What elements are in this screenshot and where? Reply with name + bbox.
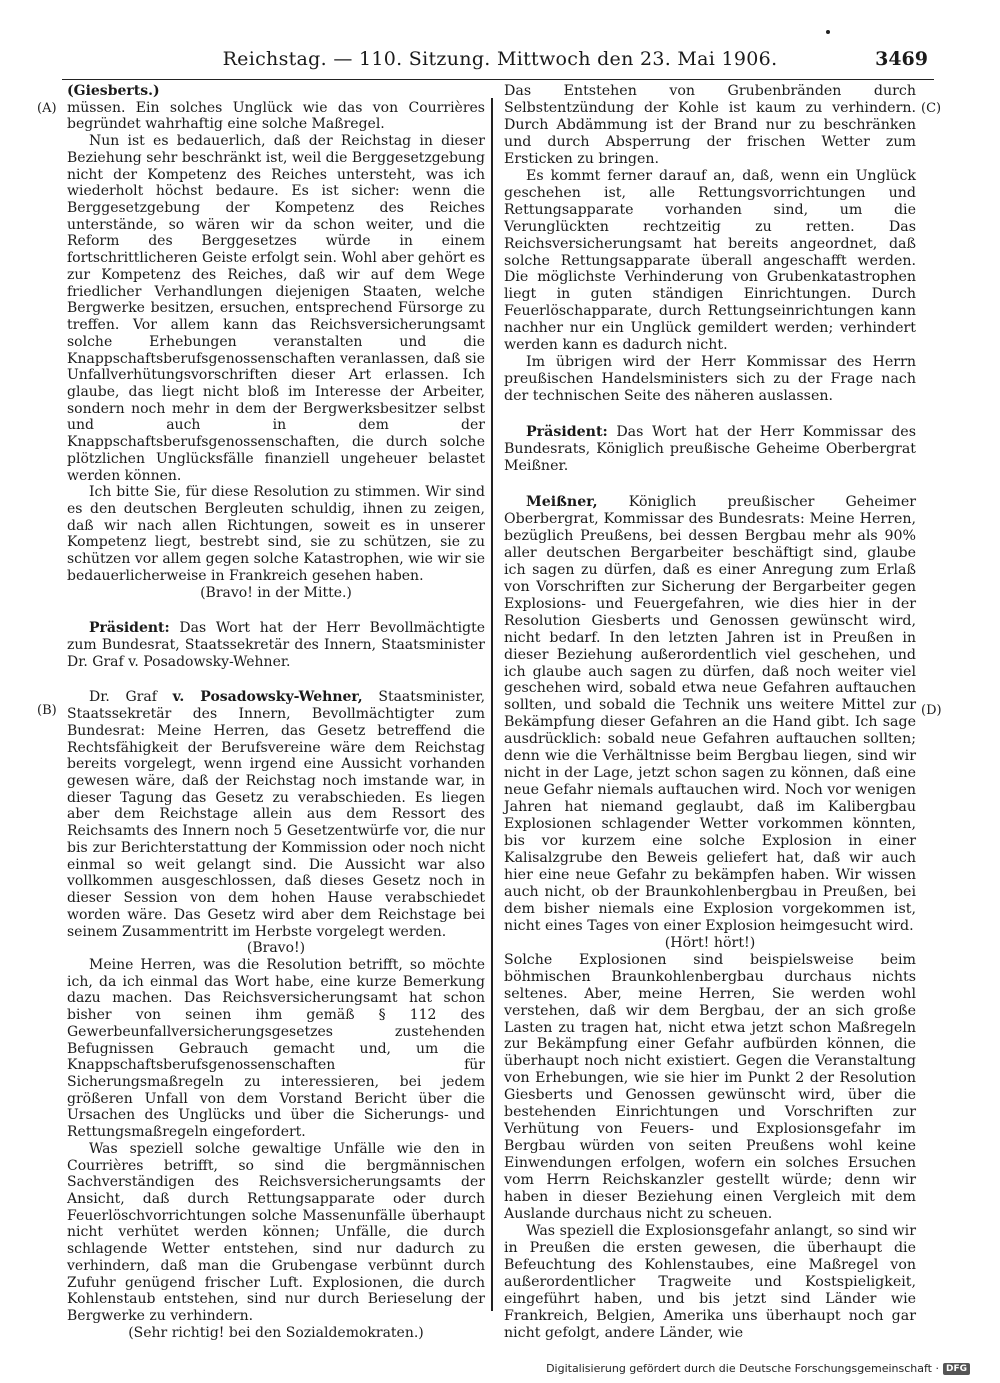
speaker-text: Staatsminister, Staatssekretär des Innern, Bevollmächtigter zum Bundesrat: Meine Herren, das Gesetz betreffend die Rechtsfähigkeit der Berufsvereine wäre dem Reichstag bereits vorgelegt, wenn irgend eine Aussicht vorhanden gewesen wäre, daß der Reichstag noch imstande war, in dieser Tagung das Gesetz zu verabschieden. Es liegen aber dem Reichstage allein aus dem Ressort des Reichsamts des Innern noch 5 Gesetzentwürfe vor, die nur bis zur Berichterstattung der Kommission oder noch nicht einmal so weit gelangt sind. Die Aussicht war also vollkommen ausgeschlossen, daß dieses Gesetz noch in dieser Session von dem hohen Hause verabschiedet worden wäre. Das Gesetz wird aber dem Reichstage bei seinem Zusammentritt im Herbste vorgelegt werden. xyxy=(67,689,486,940)
margin-marker-c: (C) xyxy=(921,101,942,116)
left-column xyxy=(67,83,485,1341)
column-divider xyxy=(491,98,493,1311)
speaker-paragraph xyxy=(504,424,916,475)
footer xyxy=(546,1362,970,1375)
margin-marker-b: (B) xyxy=(37,703,57,718)
paragraph: Im übrigen wird der Herr Kommissar des Herrn preußischen Handelsministers sich zu der Frage nach der technischen Seite des näheren auslassen. xyxy=(504,354,916,405)
header-rule xyxy=(62,79,934,80)
paragraph: Nun ist es bedauerlich, daß der Reichstag in dieser Beziehung sehr beschränkt ist, weil die Berggesetzgebung nicht der Kompetenz des Reiches untersteht, was ich wiederholt höchst bedaure. Es ist sicher: wenn die Berggesetzgebung der Kompetenz des Reiches unterstände, so wären wir da schon weiter, und die Reform des Berggesetzes würde in einem fortschrittlicheren Geiste erfolgt sein. Wohl aber gehört es zur Kompetenz des Reiches, daß wir auf dem Wege friedlicher Verhandlungen diejenigen Staaten, welche Bergwerke besitzen, ersuchen, entsprechend Fürsorge zu treffen. Vor allem kann das Reichsversicherungsamt solche Erhebungen veranstalten und die Knappschaftsberufsgenossenschaften veranlassen, daß sie Unfallverhütungsvorschriften dieser Art erlassen. Ich glaube, das liegt nicht bloß im Interesse der Arbeiter, sondern noch mehr in dem der Bergwerksbesitzer selbst und auch in dem der Knappschaftsberufsgenossenschaften, die durch solche plötzlichen Unglücksfälle finanziell ungeheuer belastet werden können. xyxy=(67,133,485,484)
ink-dot xyxy=(826,30,830,34)
paragraph: Solche Explosionen sind beispielsweise beim böhmischen Braunkohlenbergbau durchaus nichts seltenes. Aber, meine Herren, Sie werden wohl verstehen, daß wir dem Bergbau, der an sich große Lasten zu tragen hat, nicht etwa jetzt schon Maßregeln zur Bekämpfung einer Gefahr aufbürden können, die überhaupt noch nicht existiert. Gegen die Veranstaltung von Erhebungen, wie sie hier im Punkt 2 der Resolution Giesberts und Genossen gewünscht wird, über die bestehenden Einrichtungen und Vorschriften zur Verhütung von Feuers- und Explosionsgefahr im Bergbau würden von seiten Preußens wohl keine Einwendungen erfolgen, wofern ein solches Ersuchen vom Herrn Reichskanzler gestellt würde; denn wir haben in dieser Beziehung einen Vergleich mit dem Auslande durchaus nicht zu scheuen. xyxy=(504,951,916,1222)
paragraph: Das Entstehen von Grubenbränden durch Selbstentzündung der Kohle ist kaum zu verhindern. Durch Abdämmung ist der Brand nur zu beschränken und durch Absperrung der frischen Wetter zum Ersticken zu bringen. xyxy=(504,83,916,167)
speaker-paragraph xyxy=(67,620,485,670)
paragraph: Meine Herren, was die Resolution betrifft, so möchte ich, da ich einmal das Wort habe, eine kurze Bemerkung dazu machen. Das Reichsversicherungsamt hat schon bisher von seinen ihm gemäß § 112 des Gewerbeunfallversicherungsgesetzes zustehenden Befugnissen Gebrauch gemacht und, um die Knappschaftsberufsgenossenschaften für Sicherungsmaßregeln zu interessieren, bei jedem größeren Unfall von dem Vorstand Bericht über die Ursachen des Unglücks und über die Sicherungs- und Rettungsmaßregeln eingefordert. xyxy=(67,956,485,1141)
paragraph: Was speziell solche gewaltige Unfälle wie den in Courrières betrifft, so sind die bergmännischen Sachverständigen des Reichsversicherungsamts der Ansicht, daß durch Rettungsapparate oder durch Feuerlöschvorrichtungen solche Massenunfälle überhaupt nicht verhütet werden können; Unfälle, die durch schlagende Wetter entstehen, sind nur dadurch zu verhindern, daß man die Grubengase verbünnt durch Zufuhr genügend frischer Luft. Explosionen, die durch Kohlenstaub entstehen, sind nur durch Berieselung der Bergwerke zu verhindern. xyxy=(67,1140,485,1325)
speaker-text: Das Wort hat der Herr Kommissar des Bundesrats, Königlich preußische Geheime Oberbergrat Meißner. xyxy=(504,424,916,475)
speaker-prefix: Dr. Graf xyxy=(89,689,157,706)
speaker-tag: (Giesberts.) xyxy=(67,83,160,99)
page-number: 3469 xyxy=(875,48,928,70)
reaction: (Bravo!) xyxy=(246,940,306,957)
footer-text: Digitalisierung gefördert durch die Deutsche Forschungsgemeinschaft · xyxy=(546,1362,939,1375)
speaker-name: Präsident: xyxy=(526,424,608,441)
page-header xyxy=(60,48,940,76)
margin-marker-a: (A) xyxy=(37,101,57,116)
speaker-name: Präsident: xyxy=(89,620,170,637)
reaction: (Bravo! in der Mitte.) xyxy=(200,584,352,601)
speaker-name: v. Posadowsky-Wehner, xyxy=(172,689,363,706)
header-title: Reichstag. — 110. Sitzung. Mittwoch den 23. Mai 1906. xyxy=(222,48,778,70)
right-column xyxy=(504,83,916,1342)
reaction: (Hört! hört!) xyxy=(664,934,756,951)
margin-marker-d: (D) xyxy=(921,703,942,718)
speaker-name: Meißner, xyxy=(526,493,598,510)
dfg-logo: DFG xyxy=(943,1363,970,1375)
speaker-paragraph xyxy=(67,689,485,940)
paragraph: Es kommt ferner darauf an, daß, wenn ein Unglück geschehen ist, alle Rettungsvorrichtungen und Rettungsapparate vorhanden sind, um die Verunglückten rechtzeitig zu retten. Das Reichsversicherungsamt hat bereits angeordnet, daß solche Rettungsapparate überall angeschafft werden. Die möglichste Verhinderung von Grubenkatastrophen liegt in guten ständigen Einrichtungen. Durch Feuerlöschapparate, durch Rettungseinrichtungen kann nachher nur ein Unglück gemildert werden; verhindert werden kann es dadurch nicht. xyxy=(504,167,916,354)
reaction: (Sehr richtig! bei den Sozialdemokraten.) xyxy=(128,1324,424,1341)
paragraph: müssen. Ein solches Unglück wie das von Courrières begründet wahrhaftig eine solche Maßregel. xyxy=(67,99,485,133)
speaker-paragraph xyxy=(504,494,916,935)
speaker-text: Königlich preußischer Geheimer Oberbergrat, Kommissar des Bundesrats: Meine Herren, bezüglich Preußens, bei dessen Bergbau mehr als 90% aller deutschen Bergarbeiter beschäftigt sind, glaube ich sagen zu dürfen, daß es einer Anregung zum Erlaß von Vorschriften zur Sicherung der Bergarbeiter gegen Explosions- und Feuergefahren, wie dies hier in der Resolution Giesberts und Genossen gewünscht wird, nicht bedarf. In den letzten Jahren ist in Preußen in dieser Beziehung außerordentlich viel geschehen, und ich glaube auch sagen zu dürfen, daß noch weiter viel geschehen wird, sobald etwa neue Gefahren auftauchen sollten, und sobald die Technik uns weitere Mittel zur Bekämpfung dieser Gefahren an die Hand gibt. Ich sage ausdrücklich: sobald neue Gefahren auftauchen sollten; denn wie die Verhältnisse beim Bergbau liegen, sind wir nicht in der Lage, jetzt schon sagen zu können, daß eine neue Gefahr niemals auftauchen wird. Noch vor wenigen Jahren hat niemand geglaubt, daß im Kalibergbau Explosionen schlagender Wetter vorkommen könnten, bis vor kurzem eine solche Explosion in einer Kalisalzgrube den Beweis geliefert hat, daß wir auch hier eine neue Gefahr zu bekämpfen haben. Wir wissen auch nicht, ob der Braunkohlenbergbau in Preußen, bei dem bisher niemals eine Explosion vorgekommen ist, nicht eines Tages von einer Explosion heimgesucht wird. xyxy=(504,493,916,934)
paragraph: Ich bitte Sie, für diese Resolution zu stimmen. Wir sind es den deutschen Bergleuten schuldig, ihnen zu zeigen, daß wir nach allen Richtungen, soweit es in unserer Kompetenz liegt, bestrebt sind, sie zu schützen, sie zu schützen vor allem gegen solche Katastrophen, wie wir sie bedauerlicherweise in Frankreich gesehen haben. xyxy=(67,484,485,584)
paragraph: Was speziell die Explosionsgefahr anlangt, so sind wir in Preußen die ersten gewesen, die überhaupt die Befeuchtung des Kohlenstaubes, eine Maßregel von außerordentlicher Tragweite und Kostspieligkeit, eingeführt haben, und bis jetzt sind Länder wie Frankreich, Belgien, Amerika uns überhaupt noch gar nicht gefolgt, andere Länder, wie xyxy=(504,1222,916,1341)
speaker-text: Das Wort hat der Herr Bevollmächtigte zum Bundesrat, Staatssekretär des Innern, Staatsminister Dr. Graf v. Posadowsky-Wehner. xyxy=(67,620,486,670)
